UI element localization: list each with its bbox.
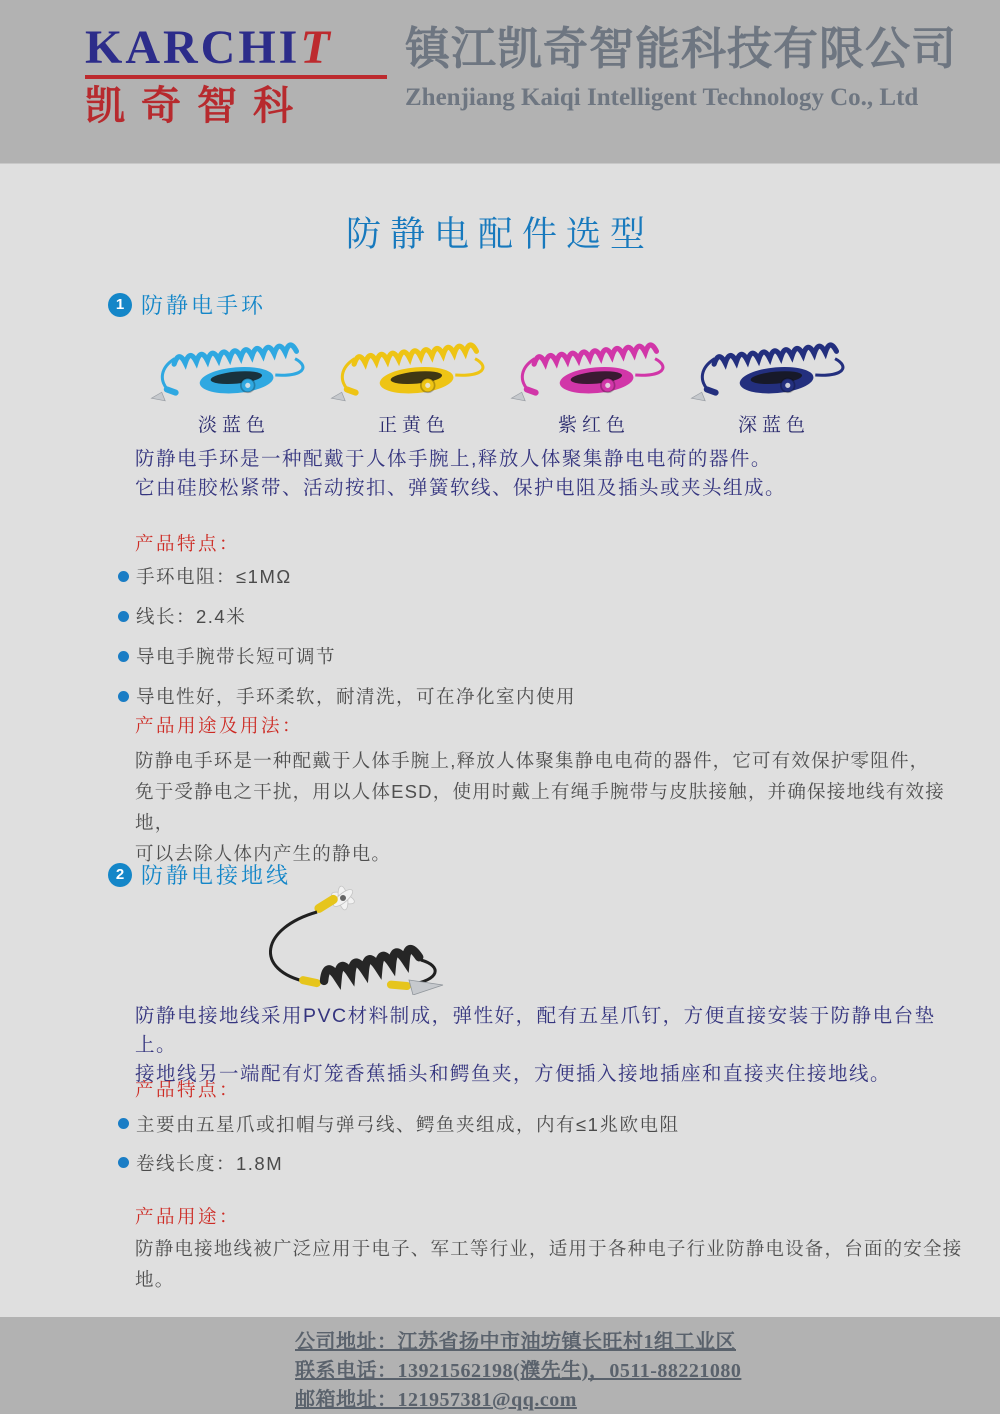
wrist-strap-gallery xyxy=(148,317,860,437)
section2-title: 防静电接地线 xyxy=(141,863,292,888)
company-name-en: Zhenjiang Kaiqi Intelligent Technology Co., Ltd xyxy=(405,84,919,111)
feature-text: 主要由五星爪或扣帽与弹弓线、鳄鱼夹组成，内有≤1兆欧电阻 xyxy=(136,1113,680,1135)
bullet-icon xyxy=(118,1118,129,1129)
wrist-strap-product xyxy=(328,317,500,437)
feature-text: 导电手腕带长短可调节 xyxy=(136,646,337,667)
feature-item xyxy=(118,1143,679,1182)
section2-features-heading: 产品特点： xyxy=(135,1079,241,1100)
feature-text: 线长：2.4米 xyxy=(136,606,247,627)
section1-features-heading: 产品特点： xyxy=(135,533,241,554)
product-color-label: 正黄色 xyxy=(377,415,450,436)
feature-item xyxy=(118,556,576,596)
grounding-wire-image xyxy=(195,883,465,995)
bullet-icon xyxy=(118,571,129,582)
section1-title: 防静电手环 xyxy=(141,293,267,318)
section1-heading xyxy=(108,289,266,320)
section2-number-badge: 2 xyxy=(108,863,132,887)
intro-line: 防静电手环是一种配戴于人体手腕上,释放人体聚集静电电荷的器件。 xyxy=(135,448,772,470)
bullet-icon xyxy=(118,651,129,662)
feature-item xyxy=(118,676,576,716)
usage-line: 可以去除人体内产生的静电。 xyxy=(135,843,392,864)
intro-line: 它由硅胶松紧带、活动按扣、弹簧软线、保护电阻及插头或夹头组成。 xyxy=(135,477,787,499)
footer-contact-line: 联系电话：13921562198(濮先生)，0511-88221080 xyxy=(295,1360,742,1382)
feature-text: 卷线长度：1.8M xyxy=(136,1152,284,1174)
intro-line: 防静电接地线采用PVC材料制成，弹性好，配有五星爪钉，方便直接安装于防静电台垫上。 xyxy=(135,1005,936,1056)
feature-item xyxy=(118,596,576,636)
section1-usage xyxy=(135,745,945,869)
usage-line: 免于受静电之干扰，用以人体ESD，使用时戴上有绳手腕带与皮肤接触，并确保接地线有效接地， xyxy=(135,781,945,833)
brand-underline xyxy=(85,75,387,79)
wrist-strap-image xyxy=(688,317,860,409)
section1-feature-list xyxy=(118,556,576,716)
footer-contact-line: 邮箱地址：121957381@qq.com xyxy=(295,1389,577,1411)
brand-logo xyxy=(85,22,395,130)
product-color-label: 淡蓝色 xyxy=(197,415,270,436)
feature-item xyxy=(118,636,576,676)
wrist-strap-image xyxy=(508,317,680,409)
header xyxy=(0,0,1000,164)
wrist-strap-product xyxy=(508,317,680,437)
bullet-icon xyxy=(118,611,129,622)
section2-feature-list xyxy=(118,1104,679,1182)
section1-number-badge: 1 xyxy=(108,293,132,317)
feature-text: 手环电阻：≤1MΩ xyxy=(136,566,292,587)
company-name-cn: 镇江凯奇智能科技有限公司 xyxy=(405,23,958,74)
section2-usage-heading: 产品用途： xyxy=(135,1206,241,1227)
feature-item xyxy=(118,1104,679,1143)
section1-intro xyxy=(135,445,945,503)
section1-usage-heading: 产品用途及用法： xyxy=(135,715,304,736)
section2-intro xyxy=(135,1002,965,1089)
section2-usage: 防静电接地线被广泛应用于电子、军工等行业，适用于各种电子行业防静电设备，台面的安全接地。 xyxy=(135,1238,963,1290)
wrist-strap-product xyxy=(688,317,860,437)
product-color-label: 深蓝色 xyxy=(737,415,810,436)
footer-contact-line: 公司地址：江苏省扬中市油坊镇长旺村1组工业区 xyxy=(295,1331,736,1353)
brand-wordmark-main: KARCHI xyxy=(85,21,301,74)
product-color-label: 紫红色 xyxy=(557,415,630,436)
wrist-strap-image xyxy=(148,317,320,409)
bullet-icon xyxy=(118,1157,129,1168)
brand-wordmark xyxy=(85,22,395,74)
wrist-strap-image xyxy=(328,317,500,409)
wrist-strap-product xyxy=(148,317,320,437)
company-names xyxy=(405,24,980,113)
footer xyxy=(0,1317,1000,1414)
feature-text: 导电性好，手环柔软，耐清洗，可在净化室内使用 xyxy=(136,686,577,707)
intro-line: 接地线另一端配有灯笼香蕉插头和鳄鱼夹，方便插入接地插座和直接夹住接地线。 xyxy=(135,1063,892,1085)
bullet-icon xyxy=(118,691,129,702)
brand-name-cn: 凯奇智科 xyxy=(85,83,309,128)
usage-line: 防静电手环是一种配戴于人体手腕上,释放人体聚集静电电荷的器件，它可有效保护零阻件， xyxy=(135,750,930,771)
page-title: 防静电配件选型 xyxy=(345,215,654,254)
brand-wordmark-t: T xyxy=(300,21,333,74)
